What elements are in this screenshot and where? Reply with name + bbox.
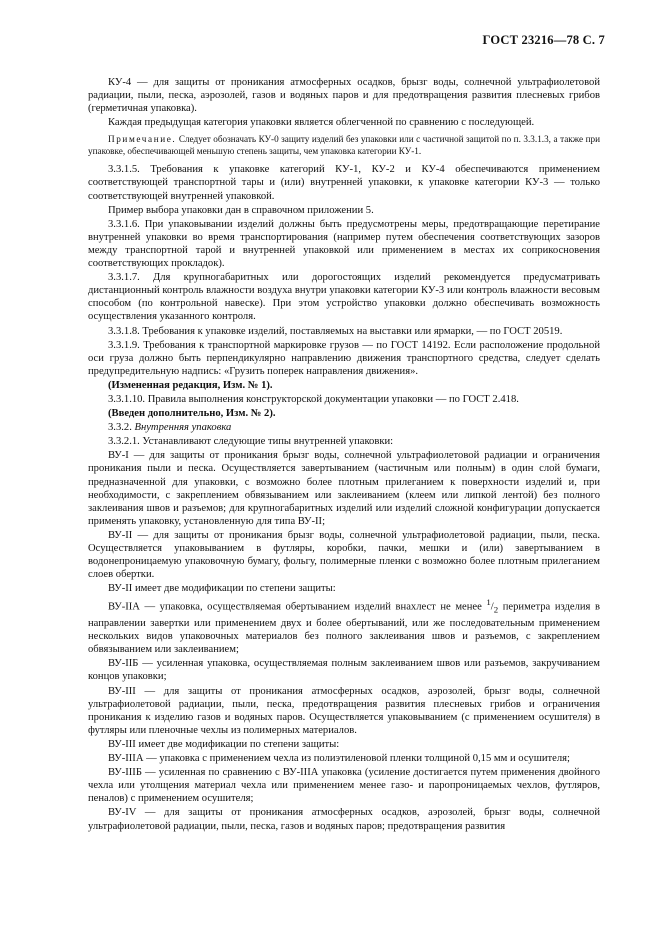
- paragraph-3-3-1-10: 3.3.1.10. Правила выполнения конструкторской документации упаковки — по ГОСТ 2.418.: [108, 393, 519, 405]
- paragraph-3-3-1-7: 3.3.1.7. Для крупногабаритных или дорогостоящих изделий рекомендуется предусматривать дистанционный контроль влажности воздуха внутри упаковки категории КУ-3 или контроль влажности весовым способом (по контрольной навеске). При этом устройство упаковки должно обеспечивать возможность осуществления указанного контроля.: [88, 272, 600, 323]
- vu2a-text-start: ВУ-IIА — упаковка, осуществляемая обертыванием изделий внахлест не менее: [108, 601, 487, 613]
- paragraph-3-3-1-5: 3.3.1.5. Требования к упаковке категорий КУ-1, КУ-2 и КУ-4 обеспечиваются применением соответствующей транспортной тары и (или) внутренней упаковки, к упаковке категории КУ-3 — только соответствующей внутренней упаковкой.: [88, 164, 600, 202]
- paragraph-vu3b: ВУ-IIIБ — усиленная по сравнению с ВУ-IIIА упаковка (усиление достигается путем применения двойного чехла или утолщения материал чехла или применением менее газо- и паропроницаемых чехлов, футляров, пеналов) с применением осушителя;: [88, 767, 600, 805]
- paragraph-example: Пример выбора упаковки дан в справочном приложении 5.: [108, 204, 374, 216]
- paragraph-vu1: ВУ-I — для защиты от проникания брызг воды, солнечной ультрафиолетовой радиации и ограничения проникания пыли и песка. Осуществляется завертыванием (частичным или полным) в один слой бумаги, предназначенной для упаковки, с возможно более плотным прилеганием к поверхности изделий и, при необходимости, с закреплением обвязыванием или заклеиванием (клеем или липкой лентой) без полного заклеивания швов и разъемов; для крупногабаритных изделий или изделий сложной конфигурации допускается применять упаковку, установленную для типа ВУ-II;: [88, 450, 600, 527]
- section-number: 3.3.2.: [108, 422, 132, 434]
- document-body: [88, 76, 600, 834]
- paragraph-category-note: Каждая предыдущая категория упаковки является облегченной по сравнению с последующей.: [108, 117, 535, 129]
- note-paragraph: [88, 133, 600, 157]
- paragraph-3-3-1-6: 3.3.1.6. При упаковывании изделий должны быть предусмотрены меры, предотвращающие перетирание внутренней упаковки во время транспортирования (например путем обеспечения соответствующих зазоров между транспортной тарой и внутренней упаковкой или применением в местах их соприкосновения соответствующих прокладок).: [88, 218, 600, 270]
- note-label: Примечание.: [108, 134, 177, 145]
- paragraph-vu3a: ВУ-IIIА — упаковка с применением чехла из полиэтиленовой пленки толщиной 0,15 мм и осушителя;: [108, 753, 570, 765]
- paragraph-vu3: ВУ-III — для защиты от проникания атмосферных осадков, аэрозолей, брызг воды, солнечной ультрафиолетовой радиации, пыли, песка, предотвращения развития плесневых грибов и ограничения проникания к изделию газов и водяных паров. Осуществляется упаковыванием (с применением осушителя) в футляры или пленочные чехлы из полимерных материалов.: [88, 685, 600, 736]
- amendment-note-1: (Измененная редакция, Изм. № 1).: [108, 379, 273, 391]
- paragraph-3-3-2-1: 3.3.2.1. Устанавливают следующие типы внутренней упаковки:: [108, 436, 394, 448]
- fraction-numerator: 1: [486, 597, 491, 608]
- paragraph-3-3-1-9: 3.3.1.9. Требования к транспортной маркировке грузов — по ГОСТ 14192. Если расположение продольной оси груза должно быть перпендикулярно направлению движения транспортного средства, следует сделать предупредительную надпись: «Грузить поперек направления движения».: [88, 339, 600, 377]
- page-header: ГОСТ 23216—78 С. 7: [482, 33, 605, 47]
- paragraph-vu2: ВУ-II — для защиты от проникания брызг воды, солнечной ультрафиолетовой радиации, пыли, песка. Осуществляется упаковыванием в футляры, коробки, пачки, мешки и (или) завертыванием в водонепроницаемую упаковочную бумагу, фольгу, полимерные пленки с возможно более плотным прилеганием слоев обертки.: [88, 529, 600, 581]
- paragraph-vu4: ВУ-IV — для защиты от проникания атмосферных осадков, аэрозолей, брызг воды, солнечной ультрафиолетовой радиации, пыли, песка, газов и водяных паров; предотвращения развития: [88, 807, 600, 832]
- paragraph-vu2b: ВУ-IIБ — усиленная упаковка, осуществляемая полным заклеиванием швов или разъемов, закручиванием концов упаковки;: [88, 658, 600, 683]
- paragraph-vu3-modifications: ВУ-III имеет две модификации по степени защиты:: [108, 738, 340, 750]
- paragraph-3-3-1-8: 3.3.1.8. Требования к упаковке изделий, поставляемых на выставки или ярмарки, — по ГОСТ 20519.: [108, 325, 563, 337]
- paragraph-vu2a: ВУ-IIА — упаковка, осуществляемая обертыванием изделий внахлест не менее $^1/_2$ периметра изделия в направлении завертки или применением двух и более обертываний, или же последовательным применением нескольких видов упаковочных материалов без полного заклеивания швов и разъемов, с закреплением обвязыванием или заклеиванием;: [88, 597, 600, 656]
- note-text: Следует обозначать КУ-0 защиту изделий без упаковки или с частичной защитой по п. 3.3.1.3, а также при упаковке, обеспечивающей меньшую степень защиты, чем упаковка категории КУ-1.: [88, 134, 600, 157]
- vu2a-text-end: периметра изделия в направлении завертки или применением двух и более обертываний, или же последовательным применением нескольких видов упаковочных материалов без полного заклеивания швов и разъемов, с закреплением обвязыванием или заклеиванием;: [88, 601, 600, 656]
- amendment-note-2: (Введен дополнительно, Изм. № 2).: [108, 408, 276, 420]
- fraction-denominator: 2: [493, 605, 499, 616]
- section-title: Внутренняя упаковка: [134, 422, 232, 434]
- paragraph-ku4: КУ-4 — для защиты от проникания атмосферных осадков, брызг воды, солнечной ультрафиолетовой радиации, пыли, песка, аэрозолей, газов и водяных паров и для предотвращения развития плесневых грибов (герметичная упаковка).: [88, 77, 600, 115]
- paragraph-vu2-modifications: ВУ-II имеет две модификации по степени защиты:: [108, 583, 336, 595]
- section-heading-3-3-2: [88, 421, 600, 434]
